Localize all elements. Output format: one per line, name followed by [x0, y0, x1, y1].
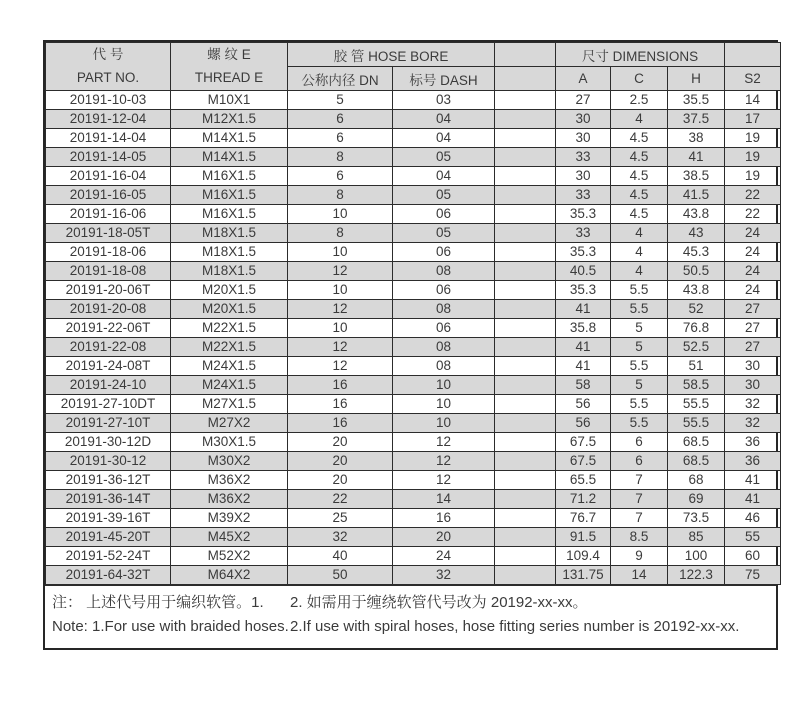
- table-cell: 8.5: [611, 528, 668, 547]
- table-cell: M30X2: [171, 452, 288, 471]
- table-cell: 50.5: [668, 262, 725, 281]
- table-cell: M22X1.5: [171, 319, 288, 338]
- table-cell: 5: [611, 376, 668, 395]
- table-cell: 38.5: [668, 167, 725, 186]
- table-cell: 12: [288, 300, 393, 319]
- table-cell: M36X2: [171, 490, 288, 509]
- table-cell: 43.8: [668, 205, 725, 224]
- table-cell: 20191-16-05: [46, 186, 171, 205]
- table-cell: M16X1.5: [171, 186, 288, 205]
- table-row: [46, 414, 781, 433]
- table-cell: 22: [288, 490, 393, 509]
- table-cell: 20: [393, 528, 495, 547]
- table-cell: 22: [725, 186, 781, 205]
- table-cell: 6: [288, 167, 393, 186]
- table-cell: 5.5: [611, 414, 668, 433]
- table-cell: 20191-36-12T: [46, 471, 171, 490]
- table-cell: 25: [288, 509, 393, 528]
- table-cell: 32: [393, 566, 495, 585]
- table-cell: 41.5: [668, 186, 725, 205]
- table-cell: M27X2: [171, 414, 288, 433]
- table-cell: M52X2: [171, 547, 288, 566]
- spacer-cell: [495, 148, 556, 167]
- spacer-header-cell: [495, 43, 556, 67]
- table-cell: M10X1: [171, 91, 288, 110]
- table-cell: M18X1.5: [171, 262, 288, 281]
- table-cell: 20191-16-06: [46, 205, 171, 224]
- table-cell: 10: [288, 243, 393, 262]
- spacer-subheader-cell: [495, 67, 556, 91]
- table-cell: 5.5: [611, 395, 668, 414]
- table-cell: 20191-24-08T: [46, 357, 171, 376]
- table-cell: 20191-52-24T: [46, 547, 171, 566]
- table-cell: 20191-22-06T: [46, 319, 171, 338]
- table-cell: 35.3: [556, 281, 611, 300]
- table-cell: 7: [611, 509, 668, 528]
- spacer-cell: [495, 186, 556, 205]
- table-cell: M12X1.5: [171, 110, 288, 129]
- spacer-cell: [495, 395, 556, 414]
- table-cell: 30: [556, 110, 611, 129]
- table-cell: 41: [556, 357, 611, 376]
- col-header-s2: S2: [725, 67, 781, 91]
- table-cell: 03: [393, 91, 495, 110]
- table-cell: 75: [725, 566, 781, 585]
- table-cell: 2.5: [611, 91, 668, 110]
- table-cell: 6: [611, 433, 668, 452]
- table-cell: 37.5: [668, 110, 725, 129]
- table-cell: 20191-39-16T: [46, 509, 171, 528]
- table-cell: 4.5: [611, 167, 668, 186]
- table-cell: 43: [668, 224, 725, 243]
- table-cell: 76.8: [668, 319, 725, 338]
- table-cell: 12: [288, 338, 393, 357]
- table-row: [46, 281, 781, 300]
- table-row: [46, 148, 781, 167]
- table-cell: 04: [393, 110, 495, 129]
- table-cell: 10: [393, 376, 495, 395]
- table-cell: 5.5: [611, 300, 668, 319]
- table-row: [46, 129, 781, 148]
- table-cell: 20191-18-06: [46, 243, 171, 262]
- spacer-cell: [495, 319, 556, 338]
- table-cell: 19: [725, 148, 781, 167]
- table-row: [46, 224, 781, 243]
- table-cell: 27: [556, 91, 611, 110]
- table-cell: 46: [725, 509, 781, 528]
- table-cell: 16: [288, 414, 393, 433]
- table-cell: 10: [288, 281, 393, 300]
- table-cell: 33: [556, 224, 611, 243]
- table-cell: M30X1.5: [171, 433, 288, 452]
- table-row: [46, 357, 781, 376]
- table-cell: 17: [725, 110, 781, 129]
- table-cell: 27: [725, 338, 781, 357]
- table-row: [46, 91, 781, 110]
- table-row: [46, 300, 781, 319]
- table-cell: 12: [393, 471, 495, 490]
- spacer-cell: [495, 566, 556, 585]
- table-cell: 24: [725, 224, 781, 243]
- table-cell: 5: [611, 319, 668, 338]
- table-cell: 20: [288, 471, 393, 490]
- table-cell: 10: [288, 205, 393, 224]
- table-cell: 19: [725, 129, 781, 148]
- table-cell: M39X2: [171, 509, 288, 528]
- spacer-cell: [495, 547, 556, 566]
- table-cell: 20191-20-06T: [46, 281, 171, 300]
- table-cell: M22X1.5: [171, 338, 288, 357]
- col-header-part-no-zh: 代 号: [92, 46, 124, 62]
- table-row: [46, 243, 781, 262]
- table-cell: 10: [393, 395, 495, 414]
- table-cell: 08: [393, 262, 495, 281]
- table-header: [46, 43, 781, 91]
- table-cell: 14: [393, 490, 495, 509]
- fittings-table: [45, 42, 781, 585]
- spacer-cell: [495, 224, 556, 243]
- spacer-cell: [495, 357, 556, 376]
- table-cell: 41: [556, 338, 611, 357]
- table-row: [46, 205, 781, 224]
- table-cell: 12: [393, 433, 495, 452]
- table-cell: 55: [725, 528, 781, 547]
- col-header-dimensions: 尺寸 DIMENSIONS: [556, 43, 725, 67]
- table-cell: 12: [288, 357, 393, 376]
- table-row: [46, 566, 781, 585]
- note-en-braided: Note: 1.For use with braided hoses.: [52, 618, 289, 635]
- spacer-cell: [495, 433, 556, 452]
- table-cell: 24: [725, 262, 781, 281]
- table-cell: 50: [288, 566, 393, 585]
- table-cell: 35.3: [556, 205, 611, 224]
- table-cell: 67.5: [556, 433, 611, 452]
- table-cell: 20: [288, 433, 393, 452]
- col-header-c: C: [611, 67, 668, 91]
- table-cell: 58: [556, 376, 611, 395]
- table-cell: 30: [556, 129, 611, 148]
- table-cell: 20191-14-04: [46, 129, 171, 148]
- table-cell: 91.5: [556, 528, 611, 547]
- table-cell: 20191-10-03: [46, 91, 171, 110]
- table-row: [46, 262, 781, 281]
- table-cell: 27: [725, 319, 781, 338]
- table-cell: 32: [725, 395, 781, 414]
- spacer-cell: [495, 509, 556, 528]
- table-cell: 85: [668, 528, 725, 547]
- table-cell: 04: [393, 129, 495, 148]
- table-row: [46, 528, 781, 547]
- table-cell: 24: [725, 243, 781, 262]
- note-zh-spiral: 2. 如需用于缠绕软管代号改为 20192-xx-xx。: [290, 594, 588, 611]
- table-cell: 22: [725, 205, 781, 224]
- table-cell: 8: [288, 186, 393, 205]
- col-header-hose-bore: 胶 管 HOSE BORE: [288, 43, 495, 67]
- table-cell: 05: [393, 224, 495, 243]
- table-cell: M16X1.5: [171, 205, 288, 224]
- col-header-dash: 标号 DASH: [393, 67, 495, 91]
- table-cell: 06: [393, 243, 495, 262]
- hose-fitting-spec-sheet: [43, 40, 778, 650]
- spacer-cell: [495, 414, 556, 433]
- table-cell: 20191-64-32T: [46, 566, 171, 585]
- col-header-part-no: [46, 43, 171, 91]
- table-cell: 6: [288, 110, 393, 129]
- table-cell: 100: [668, 547, 725, 566]
- table-cell: 4.5: [611, 148, 668, 167]
- table-cell: 41: [668, 148, 725, 167]
- table-cell: 6: [611, 452, 668, 471]
- table-row: [46, 452, 781, 471]
- table-cell: 20191-45-20T: [46, 528, 171, 547]
- table-cell: M20X1.5: [171, 281, 288, 300]
- spacer-cell: [495, 129, 556, 148]
- table-body: [46, 91, 781, 585]
- table-cell: 7: [611, 490, 668, 509]
- table-cell: 32: [288, 528, 393, 547]
- table-cell: 4: [611, 110, 668, 129]
- spacer-cell: [495, 281, 556, 300]
- table-cell: 45.3: [668, 243, 725, 262]
- table-cell: 20191-27-10T: [46, 414, 171, 433]
- table-cell: 68.5: [668, 452, 725, 471]
- table-row: [46, 509, 781, 528]
- table-row: [46, 547, 781, 566]
- empty-header-cell: [725, 43, 781, 67]
- table-cell: 6: [288, 129, 393, 148]
- spacer-cell: [495, 110, 556, 129]
- table-cell: M14X1.5: [171, 129, 288, 148]
- table-cell: 55.5: [668, 414, 725, 433]
- table-cell: 51: [668, 357, 725, 376]
- table-cell: 30: [556, 167, 611, 186]
- table-cell: 41: [725, 471, 781, 490]
- table-cell: M24X1.5: [171, 357, 288, 376]
- table-cell: 30: [725, 376, 781, 395]
- table-cell: 5.5: [611, 357, 668, 376]
- header-row-1: [46, 43, 781, 67]
- table-cell: 73.5: [668, 509, 725, 528]
- col-header-dn: 公称内径 DN: [288, 67, 393, 91]
- table-cell: M27X1.5: [171, 395, 288, 414]
- table-cell: 24: [393, 547, 495, 566]
- table-cell: 43.8: [668, 281, 725, 300]
- table-cell: 32: [725, 414, 781, 433]
- table-cell: 16: [288, 376, 393, 395]
- table-cell: 131.75: [556, 566, 611, 585]
- note-en-spiral: 2.If use with spiral hoses, hose fitting series number is 20192-xx-xx.: [290, 618, 740, 635]
- spacer-cell: [495, 471, 556, 490]
- table-cell: M18X1.5: [171, 243, 288, 262]
- table-cell: 20191-30-12D: [46, 433, 171, 452]
- table-cell: 20191-22-08: [46, 338, 171, 357]
- table-cell: 8: [288, 224, 393, 243]
- table-cell: 4: [611, 224, 668, 243]
- table-cell: 10: [288, 319, 393, 338]
- table-cell: 33: [556, 148, 611, 167]
- note-line-zh: [52, 591, 769, 615]
- table-row: [46, 471, 781, 490]
- table-row: [46, 490, 781, 509]
- table-cell: 5: [611, 338, 668, 357]
- table-cell: 20191-24-10: [46, 376, 171, 395]
- table-cell: 08: [393, 357, 495, 376]
- table-cell: 20: [288, 452, 393, 471]
- table-cell: 19: [725, 167, 781, 186]
- table-cell: 52.5: [668, 338, 725, 357]
- table-cell: 41: [725, 490, 781, 509]
- table-cell: M14X1.5: [171, 148, 288, 167]
- table-cell: 7: [611, 471, 668, 490]
- table-cell: 8: [288, 148, 393, 167]
- table-cell: 4: [611, 262, 668, 281]
- table-cell: 36: [725, 452, 781, 471]
- col-header-thread-en: THREAD E: [194, 69, 264, 85]
- col-header-part-no-en: PART NO.: [76, 69, 140, 85]
- table-cell: 69: [668, 490, 725, 509]
- table-cell: 20191-30-12: [46, 452, 171, 471]
- table-cell: 65.5: [556, 471, 611, 490]
- table-cell: 14: [611, 566, 668, 585]
- table-cell: 71.2: [556, 490, 611, 509]
- table-cell: M20X1.5: [171, 300, 288, 319]
- col-header-h: H: [668, 67, 725, 91]
- note-zh-braided: 注： 上述代号用于编织软管。1.: [52, 594, 264, 611]
- table-cell: 05: [393, 148, 495, 167]
- col-header-a: A: [556, 67, 611, 91]
- table-cell: 58.5: [668, 376, 725, 395]
- table-row: [46, 167, 781, 186]
- table-cell: M45X2: [171, 528, 288, 547]
- spacer-cell: [495, 91, 556, 110]
- table-cell: 04: [393, 167, 495, 186]
- table-cell: 06: [393, 205, 495, 224]
- table-cell: 38: [668, 129, 725, 148]
- table-row: [46, 395, 781, 414]
- table-cell: 55.5: [668, 395, 725, 414]
- table-cell: 76.7: [556, 509, 611, 528]
- table-cell: 14: [725, 91, 781, 110]
- table-cell: M18X1.5: [171, 224, 288, 243]
- table-cell: 4.5: [611, 205, 668, 224]
- table-cell: 20191-27-10DT: [46, 395, 171, 414]
- spacer-cell: [495, 167, 556, 186]
- table-row: [46, 376, 781, 395]
- table-cell: 08: [393, 300, 495, 319]
- table-cell: 9: [611, 547, 668, 566]
- table-cell: 20191-16-04: [46, 167, 171, 186]
- table-cell: 4: [611, 243, 668, 262]
- table-cell: M64X2: [171, 566, 288, 585]
- table-cell: 20191-14-05: [46, 148, 171, 167]
- spacer-cell: [495, 452, 556, 471]
- spacer-cell: [495, 243, 556, 262]
- table-row: [46, 186, 781, 205]
- col-header-thread: [171, 43, 288, 91]
- table-cell: 35.3: [556, 243, 611, 262]
- table-cell: 20191-18-08: [46, 262, 171, 281]
- table-cell: 5: [288, 91, 393, 110]
- table-cell: 06: [393, 281, 495, 300]
- table-cell: 67.5: [556, 452, 611, 471]
- table-cell: 40.5: [556, 262, 611, 281]
- table-cell: 35.8: [556, 319, 611, 338]
- table-cell: 4.5: [611, 186, 668, 205]
- table-cell: 30: [725, 357, 781, 376]
- table-cell: 109.4: [556, 547, 611, 566]
- notes-section: [45, 585, 776, 648]
- table-cell: 33: [556, 186, 611, 205]
- table-row: [46, 338, 781, 357]
- table-cell: 20191-12-04: [46, 110, 171, 129]
- table-cell: 122.3: [668, 566, 725, 585]
- table-cell: 5.5: [611, 281, 668, 300]
- table-row: [46, 433, 781, 452]
- table-cell: 12: [288, 262, 393, 281]
- table-cell: 35.5: [668, 91, 725, 110]
- table-cell: M16X1.5: [171, 167, 288, 186]
- table-cell: 56: [556, 395, 611, 414]
- col-header-thread-zh: 螺 纹 E: [207, 46, 251, 62]
- table-cell: 4.5: [611, 129, 668, 148]
- table-cell: 52: [668, 300, 725, 319]
- table-cell: M24X1.5: [171, 376, 288, 395]
- table-cell: 16: [288, 395, 393, 414]
- table-cell: 20191-36-14T: [46, 490, 171, 509]
- spacer-cell: [495, 376, 556, 395]
- table-cell: 27: [725, 300, 781, 319]
- table-cell: 68: [668, 471, 725, 490]
- table-cell: 41: [556, 300, 611, 319]
- table-cell: M36X2: [171, 471, 288, 490]
- spacer-cell: [495, 490, 556, 509]
- spacer-cell: [495, 205, 556, 224]
- table-cell: 36: [725, 433, 781, 452]
- table-row: [46, 319, 781, 338]
- table-cell: 10: [393, 414, 495, 433]
- table-cell: 20191-20-08: [46, 300, 171, 319]
- table-cell: 24: [725, 281, 781, 300]
- spacer-cell: [495, 338, 556, 357]
- note-line-en: [52, 615, 769, 639]
- table-cell: 05: [393, 186, 495, 205]
- spacer-cell: [495, 262, 556, 281]
- table-row: [46, 110, 781, 129]
- table-cell: 12: [393, 452, 495, 471]
- spacer-cell: [495, 300, 556, 319]
- spacer-cell: [495, 528, 556, 547]
- table-cell: 06: [393, 319, 495, 338]
- table-cell: 20191-18-05T: [46, 224, 171, 243]
- table-cell: 16: [393, 509, 495, 528]
- table-cell: 40: [288, 547, 393, 566]
- table-cell: 08: [393, 338, 495, 357]
- table-cell: 68.5: [668, 433, 725, 452]
- table-cell: 60: [725, 547, 781, 566]
- table-cell: 56: [556, 414, 611, 433]
